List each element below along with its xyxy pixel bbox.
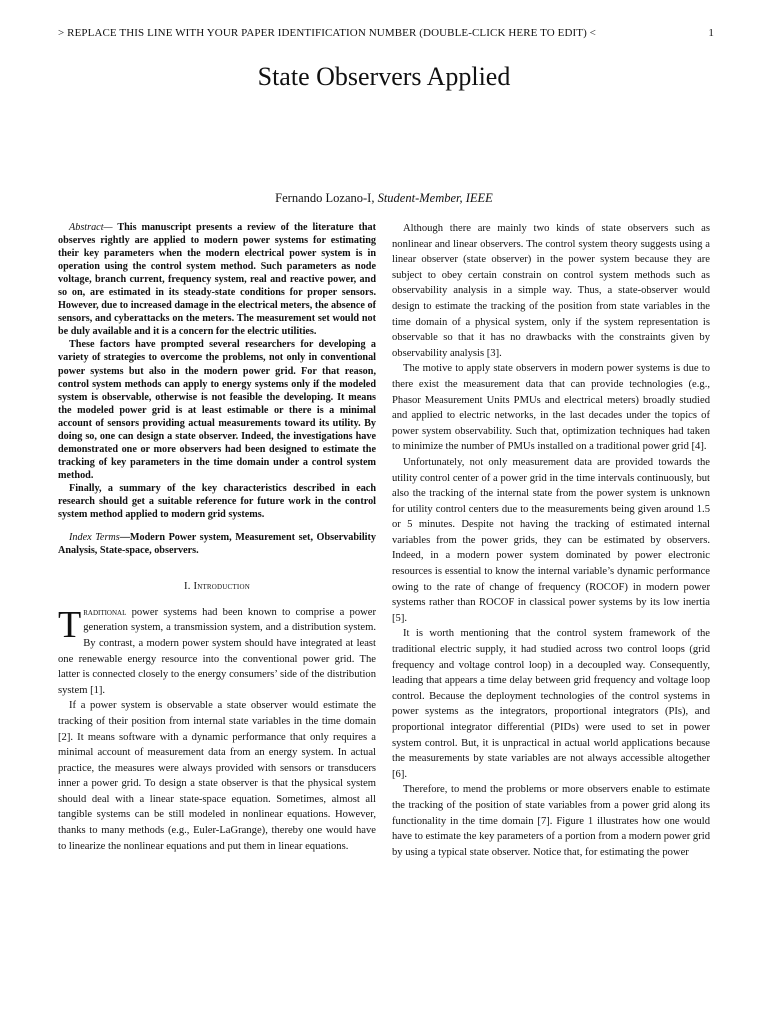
index-terms: Index Terms—Modern Power system, Measurement set, Observability Analysis, State-space, observers. (58, 532, 376, 557)
author-name: Fernando Lozano-I, (275, 191, 375, 205)
drop-cap: T (58, 603, 82, 646)
intro-paragraph-2: If a power system is observable a state observer would estimate the tracking of their position from internal state variables in the time domain [2]. It means software with a dynamic performance that only requires a minimal account of measurement data from an energy system. In actual practice, the measures were always provided with sensors or transducers inner a power grid. To design a state observer is that the physical system should deal with a linear state-space equation. Sometimes, almost all tangible systems can be still modeled in nonlinear equations. However, thanks to many methods (e.g., Euler-LaGrange), thereby one would have to linearize the nonlinear equations and put them in linear equations. (58, 700, 376, 852)
right-column (392, 221, 710, 860)
author-line (0, 191, 768, 206)
index-terms-label: Index Terms (69, 532, 120, 544)
author-affiliation: Student-Member, IEEE (377, 191, 493, 205)
header-text: > REPLACE THIS LINE WITH YOUR PAPER IDENTIFICATION NUMBER (DOUBLE-CLICK HERE TO EDIT) < (58, 27, 596, 39)
section-number: I. (184, 581, 191, 593)
paper-title: State Observers Applied (257, 62, 511, 91)
abstract-label: Abstract— (69, 222, 113, 233)
lead-small-caps: raditional (83, 606, 127, 618)
body-paragraph-5: Therefore, to mend the problems or more observers enable to estimate the tracking of the position of state variables from a power grid along its functionality in the time domain [7]. Figure 1 illustrates how one would have to estimate the key parameters of a portion from a modern power grid by using a typical state observer. Notice that, for estimating the power (392, 784, 710, 858)
body-paragraph-1: Although there are mainly two kinds of state observers such as nonlinear and linear observers. The control system theory suggests using a linear observer (state observer) in the power system because they are subject to obey certain constrain on control system methods such as observability analysis in a simple way. Thus, a state-observer would design to estimate the tracking of the position from state variables in the time domain of a physical system, only if the system representation is observable so that it has no drawbacks with the constraints given by observability analysis [3]. (392, 223, 710, 359)
page-number: 1 (708, 27, 714, 39)
abstract (58, 221, 376, 521)
intro-paragraph-1: Traditional power systems had been known to comprise a power generation system, a transmission system, and a distribution system. By contrast, a modern power system should have integrated at least one renewable energy resource into the conventional power grid. The latter is connected closely to the energy consumers’ side of the distribution system [1]. (58, 603, 376, 696)
abstract-paragraph-2: These factors have prompted several researchers for developing a variety of strategies to overcome the problems, not only in conventional power systems but also in the modern power grid. For that reason, control system methods can apply to energy systems only if the modeled system is observable, otherwise is not feasible the developing. It means the modeled power grid is at least estimable or there is a minimal account of sensors providing actual measurements toward its utility. By doing so, one can design a state observer. Indeed, the investigations have demonstrated one or more observers had been designed to estimate the tracking of key parameters in the time domain under a control system method. (58, 339, 376, 481)
section-title: Introduction (193, 581, 250, 593)
abstract-paragraph-1: Abstract— This manuscript presents a review of the literature that observes rightly are applied to modern power systems for estimating their key parameters when the modern electrical power system is in operation using the control system method. Such parameters as node voltage, branch current, frequency system, real and reactive power, and so on, are estimated in its steady-state conditions for proper sensors. However, due to increased damage in the electrical meters, the absence of sensors, and cyberattacks on the meters. The measurement set would not be duly available and it is a concern for the electric utilities. (58, 222, 376, 338)
body-paragraph-2: The motive to apply state observers in modern power systems is due to there exist the measurement data that can provide technologies (e.g., Phasor Measurement Units PMUs and electrical meters) broadly studied and applied to electric networks, in the last decades under the topics of power system observability. Such that, optimization techniques had taken to minimize the number of PMUs installed on a traditional power grid [4]. (392, 363, 710, 453)
body-paragraph-4: It is worth mentioning that the control system framework of the traditional electric supply, it had studied across two control loops (grid frequency and voltage control loop) in a decoupled way. Consequently, leading that appears a time delay between grid frequency and voltage loop control. Because the deployment technologies of the control systems in power systems as the integrators, proportional integrators (PIs), and proportional integrator differential (PIDs) were used to set in power system control. But, it is unpractical in actual world applications because the measurements by state variables are not always accessible altogether [6]. (392, 628, 710, 780)
section-heading (58, 579, 376, 595)
abstract-paragraph-3: Finally, a summary of the key characteristics described in each research should get a suitable reference for future work in the control system method applied to modern grid systems. (58, 482, 376, 521)
body-paragraph-3: Unfortunately, not only measurement data are provided towards the utility control center of a power grid in the time intervals continuously, but also the tracking of the internal state from the power system is unknown for utility control centers due to the measurements being given around 1.5 or 5 minutes. Despite not having the tracking of estimated internal variables from the power grids, they can be estimated by observers. Indeed, in a modern power system dominated by power electronic resources is essential to know the internal variable’s dynamic performance owing to the rate of change of frequency (ROCOF) in modern power systems rather than ROCOF in classical power systems by its low inertia [5]. (392, 456, 710, 624)
running-header (58, 27, 714, 39)
left-column (58, 221, 376, 854)
